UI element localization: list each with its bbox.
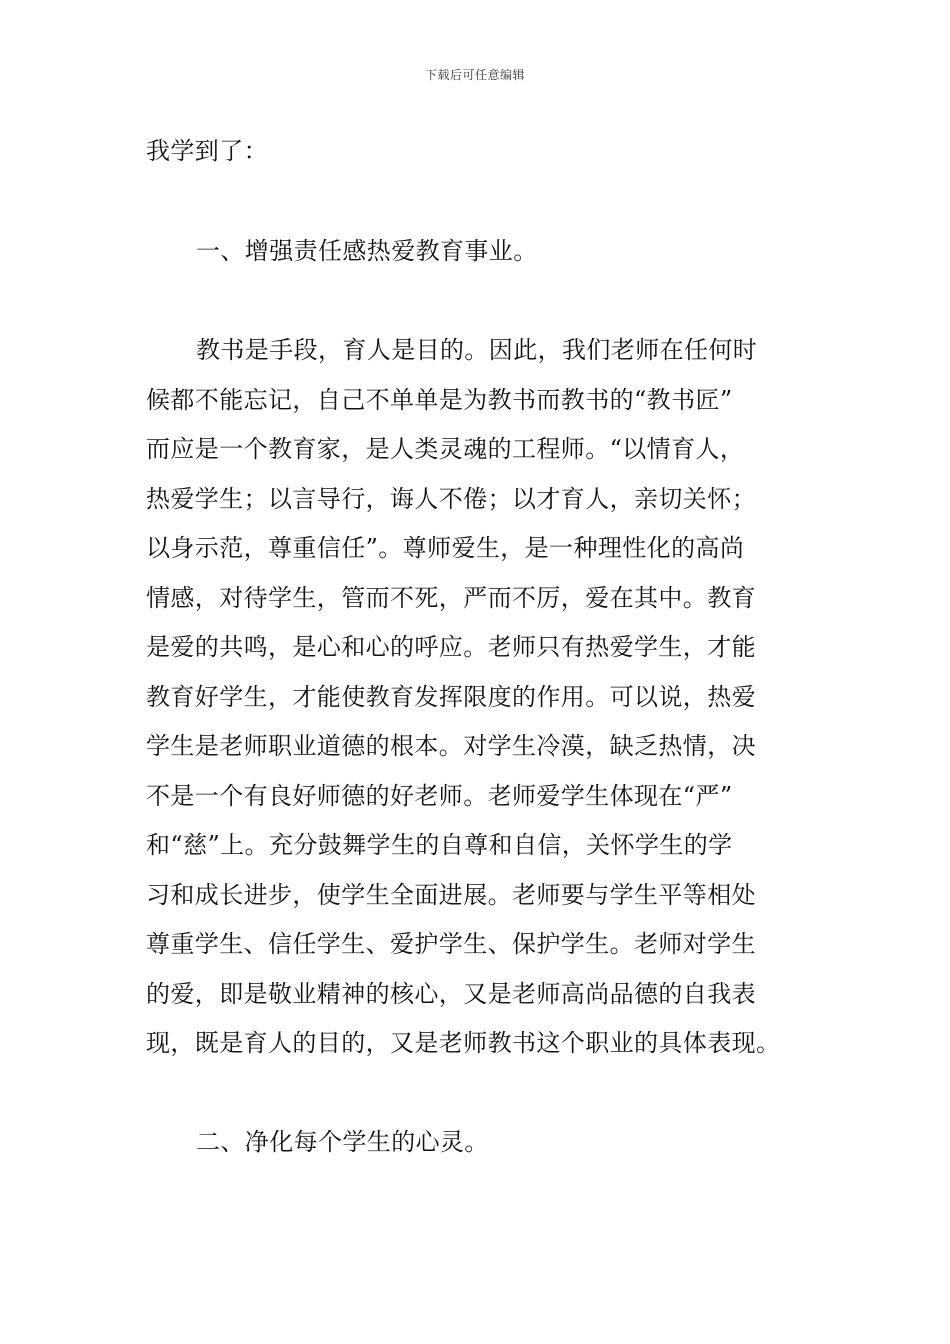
page-header-note: 下载后可任意编辑: [424, 68, 525, 82]
paragraph-line: 热爱学生；以言导行，诲人不倦；以才育人，亲切关怀；: [146, 484, 756, 513]
paragraph-line: 而应是一个教育家，是人类灵魂的工程师。“以情育人，: [146, 435, 745, 463]
paragraph-line: 是爱的共鸣，是心和心的呼应。老师只有热爱学生，才能: [146, 633, 756, 661]
paragraph-line: 情感，对待学生，管而不死，严而不厉，爱在其中。教育: [146, 583, 756, 612]
paragraph-line: 习和成长进步，使学生全面进展。老师要与学生平等相处: [146, 880, 756, 909]
intro-text: 我学到了：: [146, 137, 268, 165]
paragraph-line: 以身示范，尊重信任”。尊师爱生，是一种理性化的高尚: [146, 534, 745, 562]
paragraph-line: 现，既是育人的目的，又是老师教书这个职业的具体表现。: [146, 1029, 781, 1057]
paragraph-line: 教书是手段，育人是目的。因此，我们老师在任何时: [196, 336, 758, 364]
paragraph-line: 教育好学生，才能使教育发挥限度的作用。可以说，热爱: [146, 682, 756, 711]
intro-line: [146, 127, 810, 177]
section-heading-2-text: 二、净化每个学生的心灵。: [196, 1128, 489, 1156]
section-heading-1: [146, 227, 810, 277]
paragraph-line: 和“慈”上。充分鼓舞学生的自尊和自信，关怀学生的学: [146, 831, 733, 859]
paragraph-line: 尊重学生、信任学生、爱护学生、保护学生。老师对学生: [146, 930, 756, 958]
paragraph-line: 候都不能忘记，自己不单单是为教书而教书的“教书匠”: [146, 385, 733, 414]
paragraph-line: 不是一个有良好师德的好老师。老师爱学生体现在“严”: [146, 781, 733, 810]
section-heading-2: [146, 1118, 810, 1168]
section-heading-1-text: 一、增强责任感热爱教育事业。: [196, 237, 538, 265]
paragraph-line: 学生是老师职业道德的根本。对学生冷漠，缺乏热情，决: [146, 732, 756, 760]
paragraph-line: 的爱，即是敬业精神的核心，又是老师高尚品德的自我表: [146, 979, 756, 1008]
section-1-paragraph: [146, 326, 810, 1069]
